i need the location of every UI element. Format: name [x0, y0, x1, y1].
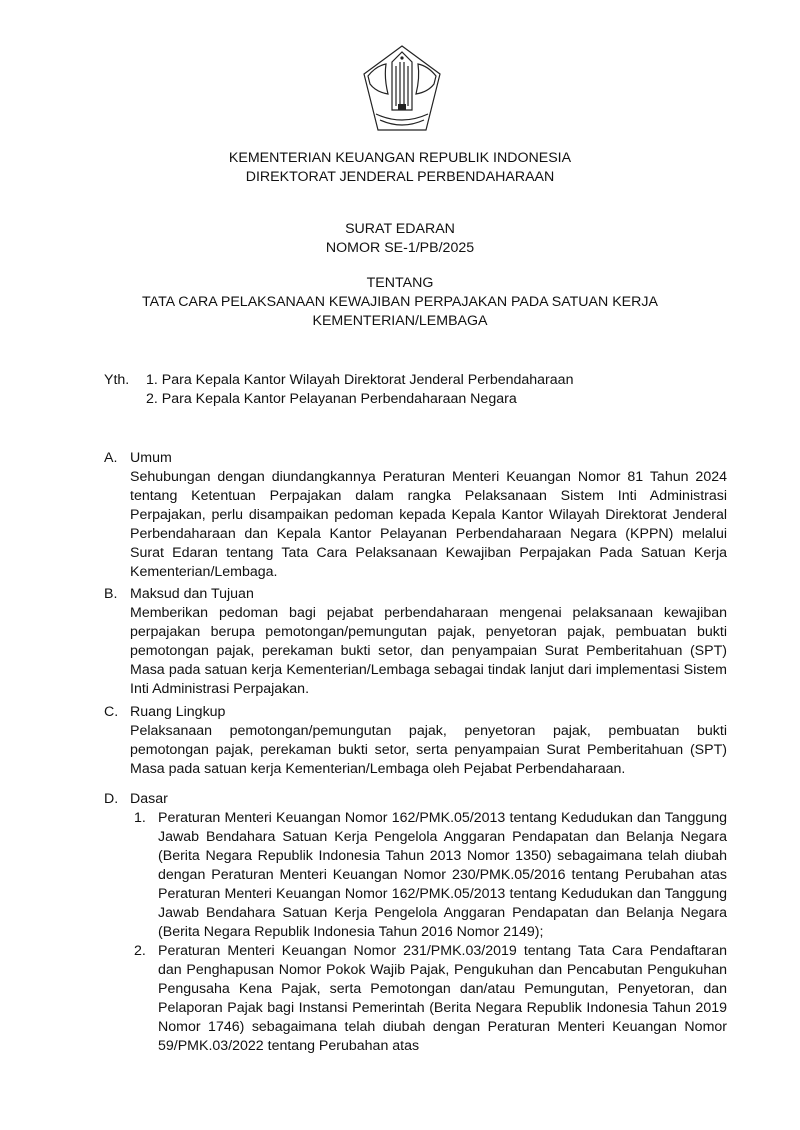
- section-letter: A.: [104, 450, 118, 466]
- tentang-label: TENTANG: [366, 275, 434, 291]
- item-text: Peraturan Menteri Keuangan Nomor 231/PMK.03/2019 tentang Tata Cara Pendaftaran dan Penghapusan Nomor Pokok Wajib Pajak, Pengukuhan dan Pencabutan Pengukuhan Pengusaha Kena Pajak, serta Pemotongan dan/atau Pemungutan, Penyetoran, dan Pelaporan Pajak bagi Instansi Pemerintah (Berita Negara Republik Indonesia Tahun 2019 Nomor 1746) sebagaimana telah diubah dengan Peraturan Menteri Keuangan Nomor 59/PMK.03/2022 tentang Perubahan atas: [158, 943, 727, 1054]
- item-text: Peraturan Menteri Keuangan Nomor 162/PMK.05/2013 tentang Kedudukan dan Tanggung Jawab Bendahara Satuan Kerja Pengelola Anggaran Pendapatan dan Belanja Negara (Berita Negara Republik Indonesia Tahun 2013 Nomor 1350) sebagaimana telah diubah dengan Peraturan Menteri Keuangan Nomor 230/PMK.05/2016 tentang Perubahan atas Peraturan Menteri Keuangan Nomor 162/PMK.05/2013 tentang Kedudukan dan Tanggung Jawab Bendahara Satuan Kerja Pengelola Anggaran Pendapatan dan Belanja Negara (Berita Negara Republik Indonesia Tahun 2016 Nomor 2149);: [158, 810, 727, 940]
- letterhead: [100, 149, 700, 187]
- ministry-name: KEMENTERIAN KEUANGAN REPUBLIK INDONESIA: [228, 150, 572, 166]
- document-subject: [100, 274, 700, 331]
- item-number: 2.: [134, 943, 146, 959]
- subject-line-2: KEMENTERIAN/LEMBAGA: [312, 313, 488, 329]
- addressee-label: Yth.: [104, 372, 130, 388]
- section-heading: Ruang Lingkup: [130, 704, 226, 720]
- document-type: SURAT EDARAN: [345, 221, 455, 237]
- section-paragraph: Memberikan pedoman bagi pejabat perbendaharaan mengenai pelaksanaan kewajiban perpajakan berupa pemotongan/pemungutan pajak, penyetoran pajak, pembuatan bukti pemotongan pajak, perekaman bukti setor, dan penyampaian Surat Pemberitahuan (SPT) Masa pada satuan kerja Kementerian/Lembaga sebagai tindak lanjut dari implementasi Sistem Inti Administrasi Perpajakan.: [130, 605, 727, 697]
- section-paragraph: Sehubungan dengan diundangkannya Peraturan Menteri Keuangan Nomor 81 Tahun 2024 tentang Ketentuan Perpajakan dalam rangka Pelaksanaan Sistem Inti Administrasi Perpajakan, perlu disampaikan pedoman kepada Kepala Kantor Wilayah Direktorat Jenderal Perbendaharaan dan Kepala Kantor Pelayanan Perbendaharaan Negara (KPPN) melalui Surat Edaran tentang Tata Cara Pelaksanaan Kewajiban Perpajakan Pada Satuan Kerja Kementerian/Lembaga.: [130, 469, 727, 580]
- item-number: 1.: [134, 810, 146, 826]
- directorate-name: DIREKTORAT JENDERAL PERBENDAHARAAN: [245, 169, 555, 185]
- section-heading: Dasar: [130, 791, 168, 807]
- list-item: [130, 942, 727, 1056]
- document-title: [100, 220, 700, 258]
- list-item: 2. Para Kepala Kantor Pelayanan Perbendaharaan Negara: [146, 391, 517, 407]
- addressee-list: [146, 371, 706, 409]
- section-letter: D.: [104, 791, 119, 807]
- kemenkeu-emblem-icon: [362, 44, 442, 134]
- section-heading: Umum: [130, 450, 172, 466]
- section-letter: C.: [104, 704, 119, 720]
- section-paragraph: Pelaksanaan pemotongan/pemungutan pajak, penyetoran pajak, pembuatan bukti pemotongan pajak, perekaman bukti setor, serta penyampaian Surat Pemberitahuan (SPT) Masa pada satuan kerja Kementerian/Lembaga oleh Pejabat Perbendaharaan.: [130, 723, 727, 777]
- legal-basis-list: [130, 809, 727, 1056]
- document-number: NOMOR SE-1/PB/2025: [325, 240, 475, 256]
- section-letter: B.: [104, 586, 118, 602]
- list-item: [130, 809, 727, 942]
- subject-line-1: TATA CARA PELAKSANAAN KEWAJIBAN PERPAJAKAN PADA SATUAN KERJA: [142, 294, 658, 310]
- list-item: 1. Para Kepala Kantor Wilayah Direktorat Jenderal Perbendaharaan: [146, 372, 574, 388]
- section-heading: Maksud dan Tujuan: [130, 586, 254, 602]
